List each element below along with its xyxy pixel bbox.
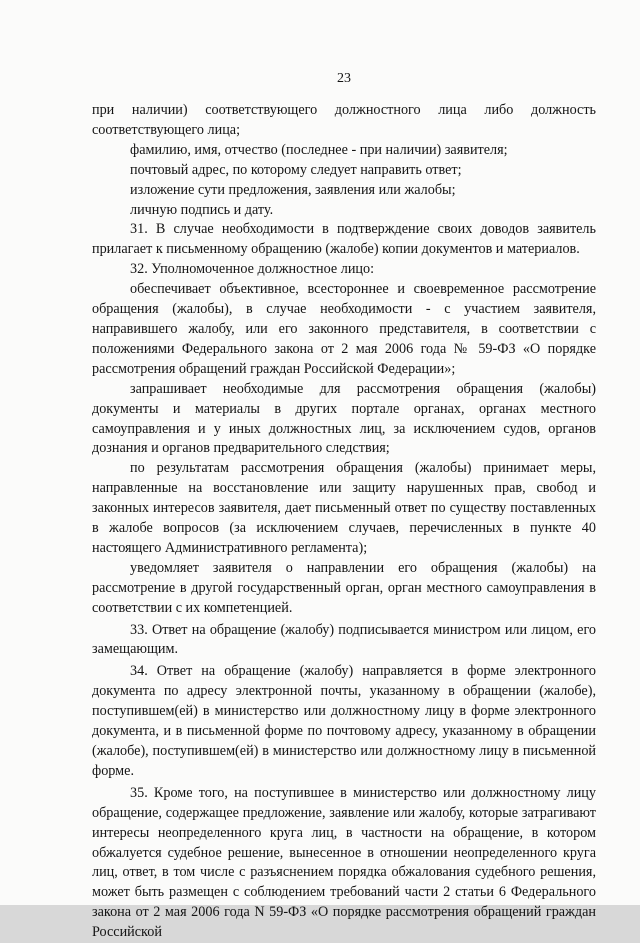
paragraph-32-takes-measures: по результатам рассмотрения обращения (жалобы) принимает меры, направленные на восстановление или защиту нарушенных прав, свобод и законных интересов заявителя, дает письменный ответ по существу поставленных в жалобе вопросов (за исключением случаев, перечисленных в пункте 40 настоящего Административного регламента);	[92, 460, 596, 556]
paragraph-32-notifies: уведомляет заявителя о направлении его обращения (жалобы) на рассмотрение в другой государственный орган, орган местного самоуправления в соответствии с их компетенцией.	[92, 559, 596, 616]
list-item-postal-address: почтовый адрес, по которому следует направить ответ;	[130, 161, 462, 178]
paragraph-35: 35. Кроме того, на поступившее в министерство или должностному лицу обращение, содержащее предложение, заявление или жалобу, которые затрагивают интересы неопределенного круга лиц, в частности на обращение, в котором обжалуется судебное решение, вынесенное в отношении неопределенного круга лиц, ответ, в том числе с разъяснением порядка обжалования судебного решения, может быть размещен с соблюдением требований части 2 статьи 6 Федерального закона от 2 мая 2006 года N 59-ФЗ «О порядке рассмотрения обращений граждан Российской	[92, 784, 596, 941]
list-item-full-name: фамилию, имя, отчество (последнее - при наличии) заявителя;	[130, 141, 508, 158]
paragraph-34: 34. Ответ на обращение (жалобу) направляется в форме электронного документа по адресу электронной почты, указанному в обращении (жалобе), поступившем(ей) в министерство или должностному лицу в форме электронного документа, и в письменной форме по почтовому адресу, указанному в обращении (жалобе), поступившем(ей) в министерство или должностному лицу в письменной форме.	[92, 663, 596, 779]
paragraph-32: 32. Уполномоченное должностное лицо:	[130, 261, 375, 278]
paragraph-32-requests: запрашивает необходимые для рассмотрения обращения (жалобы) документы и материалы в других портале органах, органах местного самоуправления и у иных должностных лиц, за исключением судов, органов дознания и органов предварительного следствия;	[92, 380, 596, 457]
list-item-essence: изложение сути предложения, заявления или жалобы;	[130, 181, 456, 198]
page-number: 23	[337, 71, 351, 86]
paragraph-31: 31. В случае необходимости в подтверждение своих доводов заявитель прилагает к письменному обращению (жалобе) копии документов и материалов.	[92, 221, 596, 258]
paragraph-32-ensures: обеспечивает объективное, всестороннее и своевременное рассмотрение обращения (жалобы), в случае необходимости - с участием заявителя, направившего жалобу, или его законного представителя, в соответствии с положениями Федерального закона от 2 мая 2006 года № 59-ФЗ «О порядке рассмотрения обращений граждан Российской Федерации»;	[92, 281, 596, 377]
paragraph-official-position: при наличии) соответствующего должностного лица либо должность соответствующего лица;	[92, 102, 596, 138]
paragraph-33: 33. Ответ на обращение (жалобу) подписывается министром или лицом, его замещающим.	[92, 621, 596, 658]
list-item-signature-date: личную подпись и дату.	[130, 201, 274, 218]
